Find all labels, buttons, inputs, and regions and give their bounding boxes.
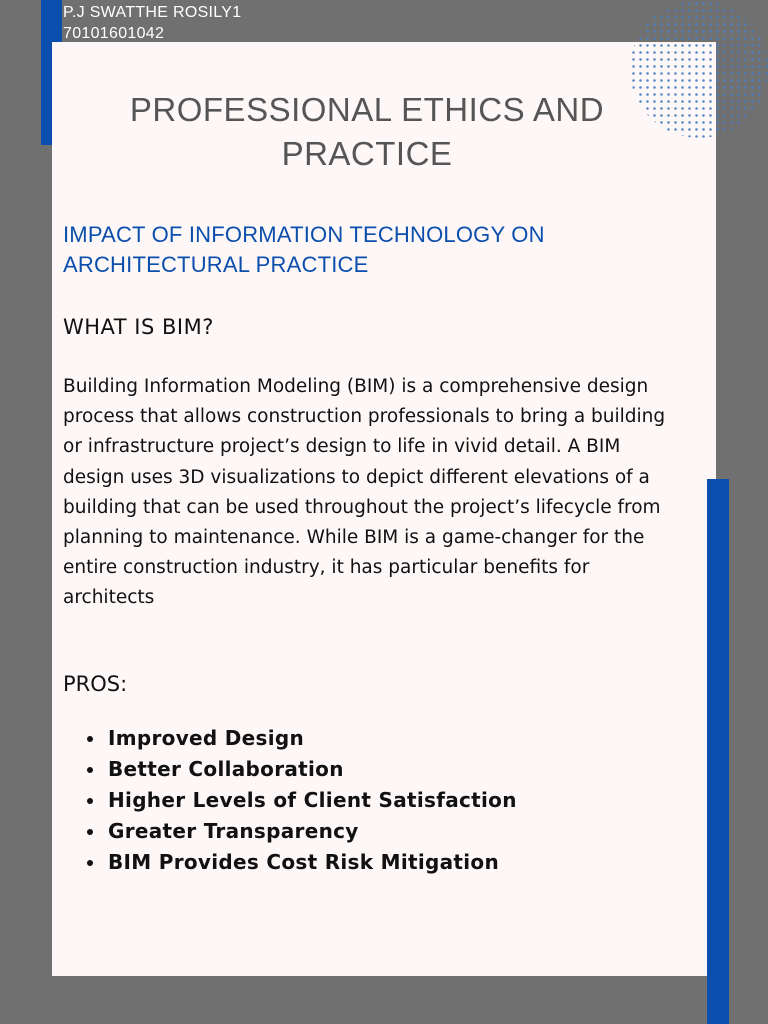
list-item: BIM Provides Cost Risk Mitigation [85,847,517,878]
subtitle: IMPACT OF INFORMATION TECHNOLOGY ON ARCHITECTURAL PRACTICE [63,222,545,277]
right-accent-bar [707,479,729,1024]
author-name: P.J SWATTHE ROSILY1 [63,4,242,21]
pros-list [85,723,517,878]
list-item: Greater Transparency [85,816,517,847]
list-item: Higher Levels of Client Satisfaction [85,785,517,816]
page-title: PROFESSIONAL ETHICS AND PRACTICE [129,91,605,172]
list-item: Improved Design [85,723,517,754]
section-heading: WHAT IS BIM? [63,315,214,339]
author-id: 70101601042 [63,25,165,42]
author-info [63,2,241,44]
list-item: Better Collaboration [85,754,517,785]
body-paragraph: Building Information Modeling (BIM) is a comprehensive design process that allows construction professionals to bring a building or infrastructure project’s design to life in vivid detail. A BIM design uses 3D visualizations to depict different elevations of a building that can be used throughout the project’s lifecycle from planning to maintenance. While BIM is a game-changer for the entire construction industry, it has particular benefits for architects [63,376,666,609]
pros-heading: PROS: [63,672,128,696]
